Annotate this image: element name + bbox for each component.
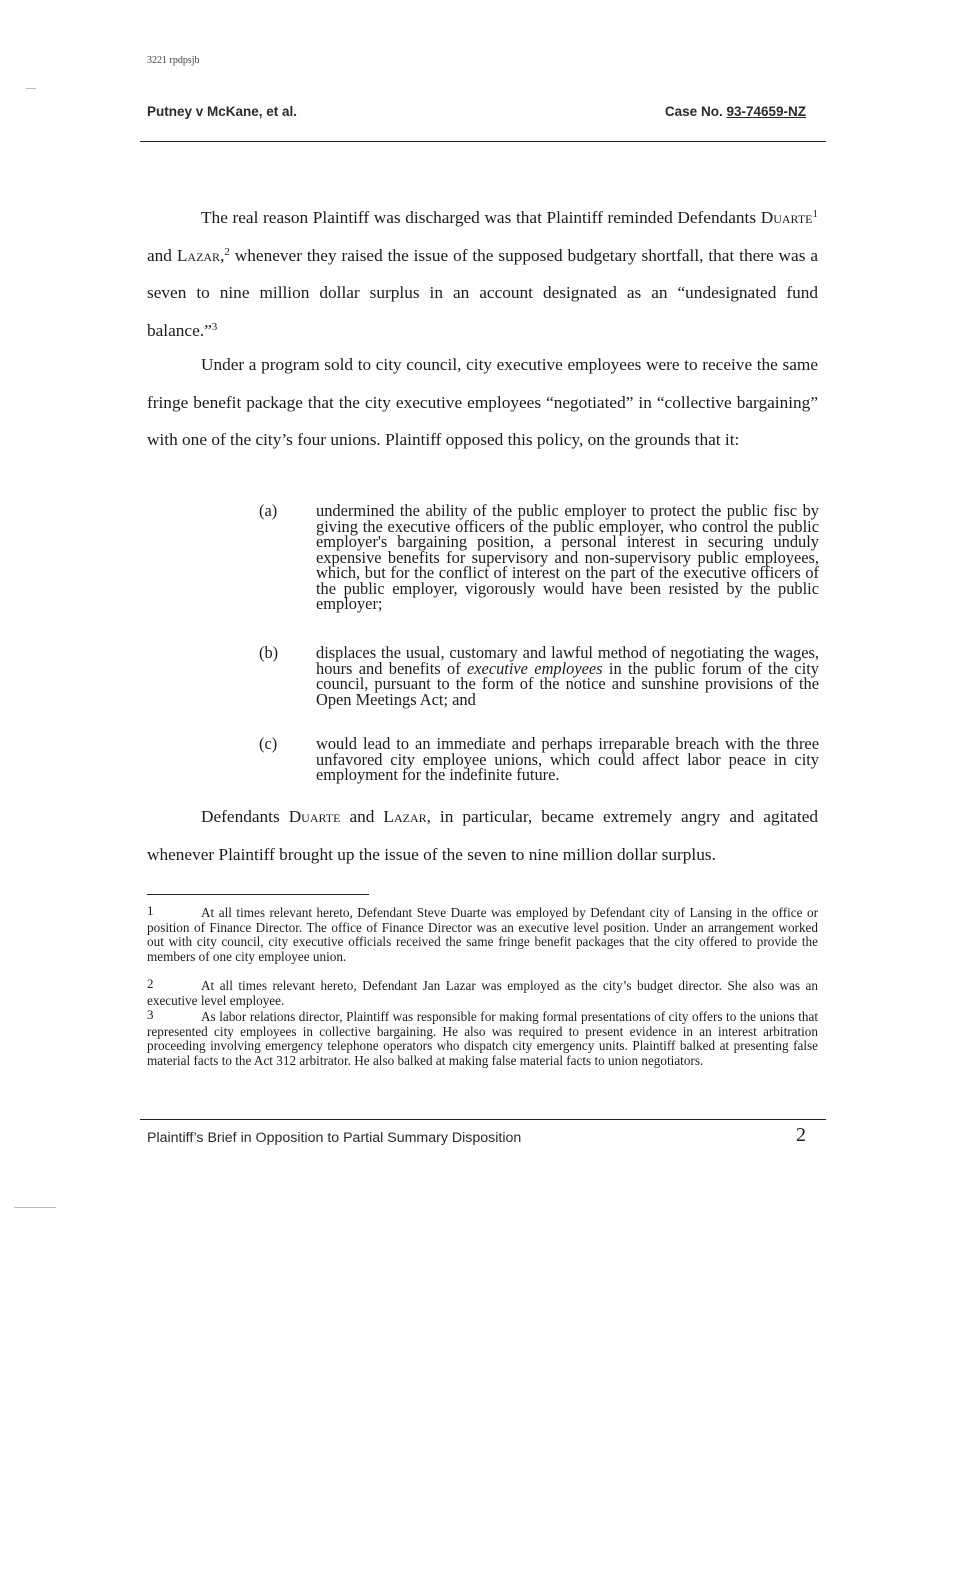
footnote-number: 1 xyxy=(147,903,154,918)
list-item-label: (c) xyxy=(259,734,278,753)
list-item-c xyxy=(259,736,819,783)
list-item-label: (b) xyxy=(259,643,279,662)
case-name: Putney v McKane, et al. xyxy=(147,104,298,119)
footnote-separator xyxy=(147,894,369,895)
paragraph-2: Under a program sold to city council, city executive employees were to receive the same fringe benefit package that the city executive employees “negotiated” in “collective bargaining” with one of the city’s four unions. Plaintiff opposed this policy, on the grounds that it: xyxy=(147,355,818,449)
page-number: 2 xyxy=(796,1124,806,1146)
defendant-name: Lazar xyxy=(383,807,427,826)
defendant-name: Duarte xyxy=(288,807,341,826)
case-number-value: 93-74659-NZ xyxy=(726,104,806,119)
footer-title: Plaintiff’s Brief in Opposition to Partial Summary Disposition xyxy=(147,1130,522,1146)
footnote-2: 2 At all times relevant hereto, Defendant Jan Lazar was employed as the city’s budget director. She also was an executive level employee. xyxy=(147,976,818,1008)
list-item-a xyxy=(259,503,819,612)
list-item-text: undermined the ability of the public employer to protect the public fisc by giving the executive officers of the public employer, who control the public employer's bargaining position, a personal interest in securing unduly expensive benefits for supervisory and non-supervisory public employees, which, but for the conflict of interest on the part of the executive officers of the public employer, vigorously would have been resisted by the public employer; xyxy=(316,501,819,613)
document-stamp: 3221 rpdpsjb xyxy=(147,55,200,66)
case-number xyxy=(665,104,806,119)
list-item-text: would lead to an immediate and perhaps irreparable breach with the three unfavored city employee unions, which could affect labor peace in city employment for the indefinite future. xyxy=(316,734,819,784)
header-rule xyxy=(140,141,826,142)
footnote-ref: 1 xyxy=(812,208,818,220)
footnote-number: 2 xyxy=(147,976,154,991)
footnote-ref: 3 xyxy=(211,320,218,333)
scan-speck xyxy=(14,1207,56,1208)
footnote-ref: 2 xyxy=(224,245,230,258)
footnote-1: 1 At all times relevant hereto, Defendant Steve Duarte was employed by Defendant city of Lansing in the office or position of Finance Director. The office of Finance Director was an executive level position. Under an arrangement worked out with city council, city executive officials received the same fringe benefit packages that the city offered to provide the members of one city employee union. xyxy=(147,903,818,964)
defendant-name: Duarte xyxy=(760,208,813,227)
footer-rule xyxy=(140,1119,826,1120)
list-item-b xyxy=(259,645,819,707)
footnote-3: 3 As labor relations director, Plaintiff was responsible for making formal presentations of city offers to the unions that represented city employees in collective bargaining. He also was required to present evidence in an interest arbitration proceeding involving emergency telephone operators who dispatch city emergency units. Plaintiff balked at presenting false material facts to the Act 312 arbitrator. He also balked at making false material facts to union negotiators. xyxy=(147,1007,818,1068)
paragraph-1: The real reason Plaintiff was discharged was that Plaintiff reminded Defendants Duarte$^1$ and Lazar,$^2$ whenever they raised the issue of the supposed budgetary shortfall, that there was a seven to nine million dollar surplus in an account designated as an “undesignated fund balance.”$^3$ xyxy=(147,208,818,340)
list-item-label: (a) xyxy=(259,501,278,520)
scan-speck xyxy=(26,88,36,89)
defendant-name: Lazar xyxy=(176,245,221,265)
list-item-text: displaces the usual, customary and lawful method of negotiating the wages, hours and benefits of executive employees in the public forum of the city council, pursuant to the form of the notice and sunshine provisions of the Open Meetings Act; and xyxy=(316,643,819,709)
footnote-number: 3 xyxy=(147,1007,154,1022)
paragraph-3: Defendants Duarte and Lazar, in particular, became extremely angry and agitated whenever Plaintiff brought up the issue of the seven to nine million dollar surplus. xyxy=(147,807,819,864)
case-number-label: Case No. xyxy=(664,104,727,119)
